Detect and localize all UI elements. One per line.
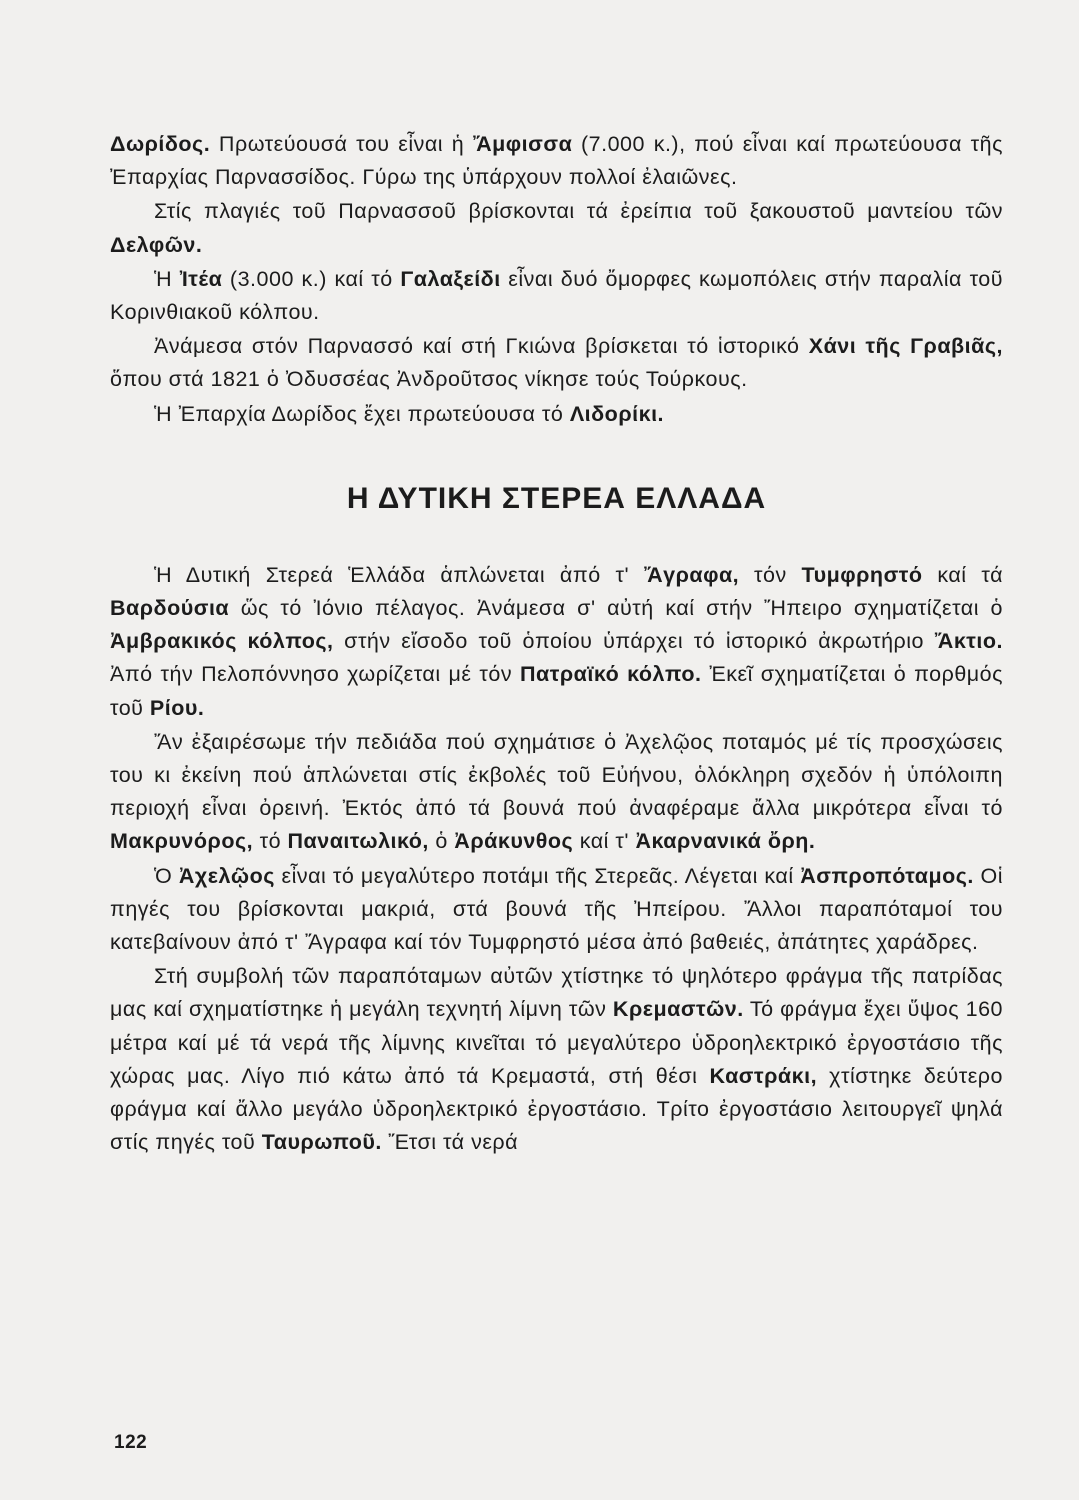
bold-term: Ταυρωποῦ. xyxy=(261,1130,382,1155)
paragraph-amfissa: Δωρίδος. Πρωτεύουσά του εἶναι ἡ Ἄμφισσα (7.000 κ.), πού εἶναι καί πρωτεύουσα τῆς Ἐπαρχίας Παρνασσίδος. Γύρω της ὑπάρχουν πολλοί ἐλαιῶνες. xyxy=(110,132,1003,190)
bold-term: Κρεμαστῶν. xyxy=(612,997,744,1022)
bold-term: Τυμφρηστό xyxy=(801,562,923,587)
paragraph-dytiki-stereа: Ἡ Δυτική Στερεά Ἑλλάδα ἁπλώνεται ἀπό τ' Ἄγραφα, τόν Τυμφρηστό καί τά Βαρδούσια ὥς τό Ἰόνιο πέλαγος. Ἀνάμεσα σ' αὐτή καί στήν Ἤπειρο σχηματίζεται ὁ Ἀμβρακικός κόλπος, στήν εἴσοδο τοῦ ὁποίου ὑπάρχει τό ἱστορικό ἀκρωτήριο Ἄκτιο. Ἀπό τήν Πελοπόννησο χωρίζεται μέ τόν Πατραϊκό κόλπο. Ἐκεῖ σχηματίζεται ὁ πορθμός τοῦ Ρίου. xyxy=(110,562,1003,720)
section-heading: Η ΔΥΤΙΚΗ ΣΤΕΡΕΑ ΕΛΛΑΔΑ xyxy=(346,481,767,515)
bold-term: Παναιτωλικό, xyxy=(287,829,429,854)
bold-term: Λιδορίκι. xyxy=(569,401,665,426)
bold-term: Ἄμφισσα xyxy=(472,132,573,156)
bold-term: Ἀμβρακικός κόλπος, xyxy=(110,629,334,654)
bold-term: Δελφῶν. xyxy=(110,232,203,257)
bold-term: Ἄγραφα, xyxy=(643,562,740,587)
bold-term: Ἰτέα xyxy=(179,266,223,291)
bold-term: Ἀράκυνθος xyxy=(454,829,574,854)
page-content xyxy=(110,128,1003,1159)
bold-term: Μακρυνόρος, xyxy=(110,829,254,854)
paragraph-kremasta: Στή συμβολή τῶν παραπόταμων αὐτῶν χτίστηκε τό ψηλότερο φράγμα τῆς πατρίδας μας καί σχηματίστηκε ἡ μεγάλη τεχνητή λίμνη τῶν Κρεμαστῶν. Τό φράγμα ἔχει ὕψος 160 μέτρα καί μέ τά νερά τῆς λίμνης κινεῖται τό μεγαλύτερο ὑδροηλεκτρικό ἐργοστάσιο τῆς χώρας μας. Λίγο πιό κάτω ἀπό τά Κρεμαστά, στή θέσι Καστράκι, χτίστηκε δεύτερο φράγμα καί ἄλλο μεγάλο ὑδροηλεκτρικό ἐργοστάσιο. Τρίτο ἐργοστάσιο λειτουργεῖ ψηλά στίς πηγές τοῦ Ταυρωποῦ. Ἔτσι τά νερά xyxy=(110,964,1003,1155)
page-number: 122 xyxy=(114,1432,148,1453)
bold-term: Γαλαξείδι xyxy=(400,266,501,291)
bold-term: Ἀσπροπόταμος. xyxy=(800,863,974,888)
paragraph-gravia: Ἀνάμεσα στόν Παρνασσό καί στή Γκιώνα βρίσκεται τό ἱστορικό Χάνι τῆς Γραβιᾶς, ὅπου στά 1821 ὁ Ὀδυσσέας Ἀνδροῦτσος νίκησε τούς Τούρκους. xyxy=(110,334,1003,392)
bold-term: Ρίου. xyxy=(149,695,205,720)
bold-term: Πατραϊκό κόλπο. xyxy=(520,662,702,687)
bold-term: Χάνι τῆς Γραβιᾶς, xyxy=(808,334,1003,359)
bold-term: Ἀχελῷος xyxy=(178,863,275,888)
bold-term: Δωρίδος. xyxy=(110,132,211,156)
paragraph-itea: Ἡ Ἰτέα (3.000 κ.) καί τό Γαλαξείδι εἶναι δυό ὄμορφες κωμοπόλεις στήν παραλία τοῦ Κορινθιακοῦ κόλπου. xyxy=(110,266,1003,325)
paragraph-lidoriki: Ἡ Ἐπαρχία Δωρίδος ἔχει πρωτεύουσα τό Λιδορίκι. xyxy=(154,401,665,426)
bold-term: Βαρδούσια xyxy=(110,596,230,621)
bold-term: Καστράκι, xyxy=(709,1063,818,1088)
paragraph-delfoi: Στίς πλαγιές τοῦ Παρνασσοῦ βρίσκονται τά ἐρείπια τοῦ ξακουστοῦ μαντείου τῶν Δελφῶν. xyxy=(110,199,1003,257)
paragraph-mountains: Ἄν ἐξαιρέσωμε τήν πεδιάδα πού σχημάτισε ὁ Ἀχελῷος ποταμός μέ τίς προσχώσεις του κι ἐκείνη πού ἁπλώνεται στίς ἐκβολές τοῦ Εὐήνου, ὁλόκληρη σχεδόν ἡ ὑπόλοιπη περιοχή εἶναι ὀρεινή. Ἐκτός ἀπό τά βουνά πού ἀναφέραμε ἄλλα μικρότερα εἶναι τό Μακρυνόρος, τό Παναιτωλικό, ὁ Ἀράκυνθος καί τ' Ἀκαρνανικά ὄρη. xyxy=(110,729,1003,854)
bold-term: Ἄκτιο. xyxy=(934,629,1003,654)
paragraph-acheloos: Ὁ Ἀχελῷος εἶναι τό μεγαλύτερο ποτάμι τῆς Στερεᾶς. Λέγεται καί Ἀσπροπόταμος. Οἱ πηγές του βρίσκονται μακριά, στά βουνά τῆς Ἠπείρου. Ἄλλοι παραπόταμοί του κατεβαίνουν ἀπό τ' Ἄγραφα καί τόν Τυμφρηστό μέσα ἀπό βαθειές, ἀπάτητες χαράδρες. xyxy=(110,863,1003,955)
bold-term: Ἀκαρνανικά ὄρη. xyxy=(635,829,816,854)
